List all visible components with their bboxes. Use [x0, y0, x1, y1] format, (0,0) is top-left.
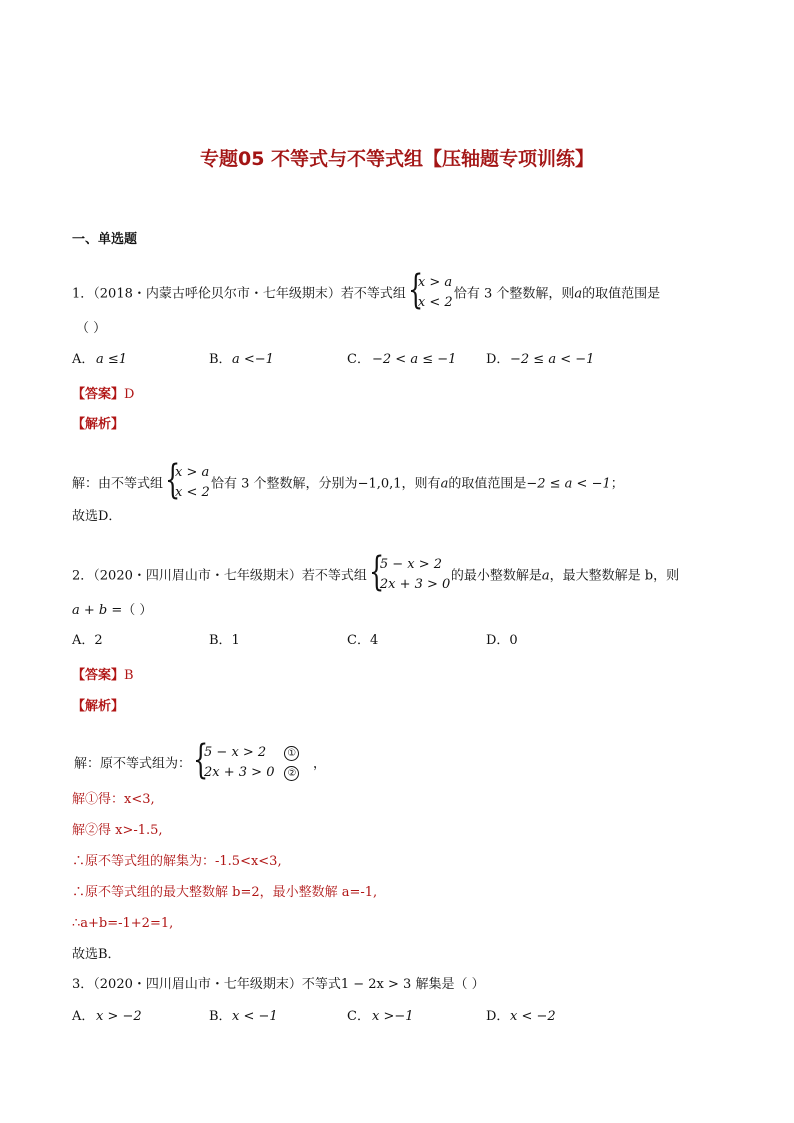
q1-suffix-a: 恰有 3 个整数解，则 [453, 286, 575, 302]
q1-analysis-label: 【解析】 [72, 417, 125, 432]
q2-answer-label: 【答案】 [72, 668, 125, 683]
q2-suffix-b: ，最大整数解是 b，则 [549, 568, 680, 584]
q2-sys-line-1: 5 − x > 2 [379, 557, 443, 572]
q1-conclusion: 故选D． [72, 509, 122, 524]
q1-option-d-label: D． [486, 352, 510, 367]
q1-prefix: 1．（2018・内蒙古呼伦贝尔市・七年级期末）若不等式组 [72, 286, 406, 302]
q1-solution [72, 457, 624, 506]
brace-icon: { [407, 267, 424, 313]
brace-icon: { [193, 737, 209, 783]
q2-sol-prefix: 解：原不等式组为： [74, 756, 192, 772]
q1-answer-label: 【答案】 [72, 387, 125, 402]
q2-inequality-system [368, 549, 451, 598]
q1-option-a-label: A． [72, 352, 95, 367]
brace-icon: { [165, 457, 181, 503]
q1-answer-value: D [124, 387, 135, 402]
q1-sol-system [165, 457, 210, 506]
q3-option-d-label: D． [486, 1009, 510, 1024]
q2-sol-comma: ， [313, 756, 327, 772]
q3-option-b: x < −1 [232, 1009, 278, 1024]
q2-analysis-label: 【解析】 [72, 699, 125, 714]
q3-option-a: x > −2 [96, 1009, 142, 1024]
q1-sol-range-text: 的取值范围是 [448, 476, 527, 492]
q2-step-5: ∴a+b=-1+2=1, [72, 916, 174, 931]
q2-sol-sys-line-1: 5 − x > 2 [204, 745, 267, 760]
q1-sol-prefix: 解：由不等式组 [72, 476, 164, 492]
q2-paren: （ ） [122, 603, 153, 618]
question-3-stem [72, 977, 485, 993]
q2-expr: a + b = [72, 603, 123, 618]
q2-line2 [72, 603, 152, 619]
q1-option-a: a ≤1 [96, 352, 128, 367]
q3-prefix: 3．（2020・四川眉山市・七年级期末）不等式 [72, 977, 341, 992]
q2-option-b: B．1 [209, 633, 240, 648]
q3-option-c-label: C． [347, 1009, 370, 1024]
q1-paren: （ ） [76, 321, 107, 336]
q1-sol-end: ； [610, 476, 624, 492]
q1-suffix-b: 的取值范围是 [582, 286, 661, 302]
q1-sol-sys-line-2: x < 2 [175, 485, 210, 500]
q2-sol-row-2 [204, 763, 299, 783]
brace-icon: { [368, 549, 385, 595]
q2-suffix-a: 的最小整数解是 [450, 568, 542, 584]
q2-solution-intro [74, 737, 327, 786]
q1-answer [72, 383, 134, 403]
circled-one-icon: ① [284, 746, 299, 761]
q1-sys-line-2: x < 2 [417, 295, 453, 310]
section-heading: 一、单选题 [72, 232, 138, 247]
q3-suffix: 解集是（ ） [411, 977, 485, 992]
q2-answer-value: B [124, 668, 134, 683]
q1-sol-sys-line-1: x > a [175, 465, 210, 480]
q3-option-a-label: A． [72, 1009, 95, 1024]
q2-step-3: ∴原不等式组的解集为：-1.5<x<3, [72, 854, 282, 869]
q2-sol-row-1 [204, 743, 299, 763]
q1-option-d: −2 ≤ a < −1 [510, 352, 595, 367]
q2-step-4: ∴原不等式组的最大整数解 b=2，最小整数解 a=-1, [72, 885, 378, 900]
q1-sol-var: a [440, 476, 449, 492]
q2-option-a: A．2 [72, 633, 103, 648]
question-2-stem [72, 549, 680, 598]
q1-sol-mid: 恰有 3 个整数解，分别为 [211, 476, 358, 492]
q1-var: a [574, 286, 583, 302]
q2-answer [72, 664, 134, 684]
q1-sol-range: −2 ≤ a < −1 [526, 476, 611, 492]
q1-inequality-system [407, 267, 453, 316]
q2-sys-line-2: 2x + 3 > 0 [379, 577, 451, 592]
q2-option-d: D．0 [486, 633, 518, 648]
page-title: 专题05 不等式与不等式组【压轴题专项训练】 [199, 148, 595, 170]
q2-sol-sys-line-2: 2x + 3 > 0 [204, 765, 275, 780]
q2-option-c: C．4 [347, 633, 379, 648]
q2-step-2: 解②得 x>-1.5, [72, 823, 163, 838]
q1-option-c-label: C． [347, 352, 370, 367]
q1-option-c: −2 < a ≤ −1 [372, 352, 457, 367]
q2-conclusion: 故选B． [72, 947, 121, 962]
q3-option-b-label: B． [209, 1009, 232, 1024]
q1-sol-then: ，则有 [401, 476, 441, 492]
q1-option-b-label: B． [209, 352, 232, 367]
q2-step-1: 解①得：x<3, [72, 792, 155, 807]
q2-var: a [541, 568, 550, 584]
q3-option-c: x >−1 [372, 1009, 414, 1024]
q2-prefix: 2．（2020・四川眉山市・七年级期末）若不等式组 [72, 568, 367, 584]
q2-sol-system [193, 737, 311, 786]
q1-sol-ints: −1,0,1 [357, 476, 402, 492]
q3-expr: 1 − 2x > 3 [340, 977, 412, 992]
circled-two-icon: ② [284, 766, 299, 781]
q1-option-b: a <−1 [232, 352, 274, 367]
question-1-stem [72, 267, 661, 316]
q3-option-d: x < −2 [510, 1009, 556, 1024]
q1-sys-line-1: x > a [417, 275, 453, 290]
